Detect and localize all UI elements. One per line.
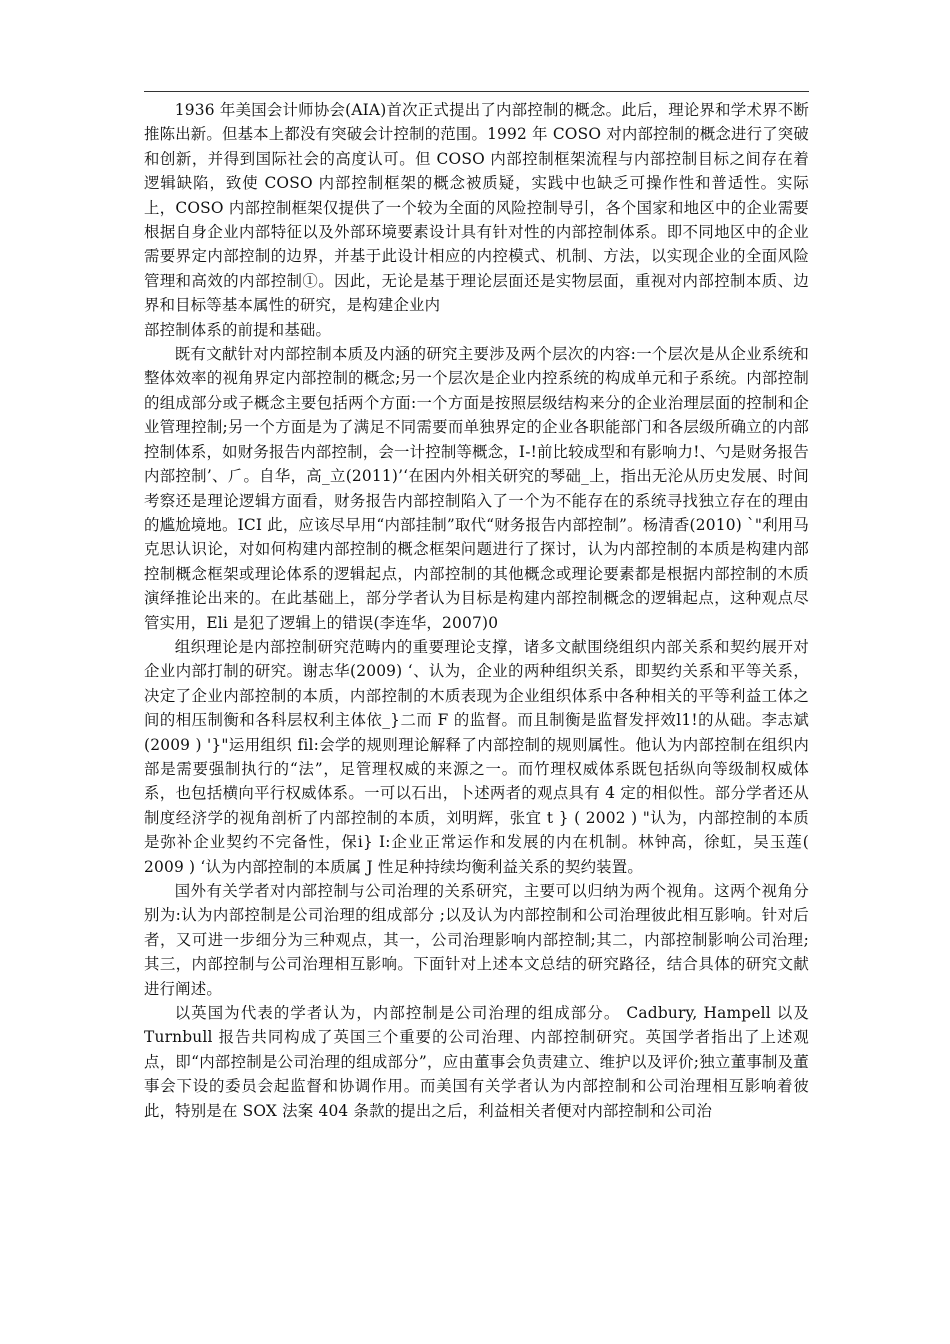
paragraph-4: 国外有关学者对内部控制与公司治理的关系研究，主要可以归纳为两个视角。这两个视角分别为:认为内部控制是公司治理的组成部分 ;以及认为内部控制和公司治理彼此相互影响。针对后者，又可进一步细分为三种观点，其一，公司治理影响内部控制;其二，内部控制影响公司治理;其三，内部控制与公司治理相互影响。下面针对上述本文总结的研究路径，结合具体的研究文献进行阐述。 — [144, 882, 809, 998]
paragraph-1-continuation: 部控制体系的前提和基础。 — [144, 320, 332, 339]
paragraph-2: 既有文献针对内部控制本质及内涵的研究主要涉及两个层次的内容:一个层次是从企业系统和整体效率的视角界定内部控制的概念;另一个层次是企业内控系统的构成单元和子系统。内部控制的组成部分或子概念主要包括两个方面:一个方面是按照层级结构来分的企业治理层面的控制和企业管理控制;另一个方面是为了满足不同需要而单独界定的企业各职能部门和各层级所确立的内部控制体系，如财务报告内部控制，会一计控制等概念，I-!前比较成型和有影响力!、勺是财务报告内部控制’、⺁。自华，高_立(2011)’‘在困内外相关研究的琴础_上，指出无沦从历史发展、时间考察还是理论逻辑方面看，财务报告内部控制陷入了一个为不能存在的系统寻找独立存在的理由的尴尬境地。ICI 此，应该尽早用“内部挂制”取代“财务报告内部控制”。杨清香(2010) `"利用马克思认识论，对如何构建内部控制的概念框架问题进行了探讨，认为内部控制的本质是构建内部控制概念框架或理论体系的逻辑起点，内部控制的其他概念或理论要素都是根据内部控制的木质演绎推论出来的。在此基础上，部分学者认为目标是构建内部控制概念的逻辑起点，这种观点尽管实用，Eli 是犯了逻辑上的错误(李连华，2007)0 — [144, 345, 809, 632]
paragraph-5: 以英国为代表的学者认为，内部控制是公司治理的组成部分。 Cadbury, Hampell 以及 Turnbull 报告共同构成了英国三个重要的公司治理、内部控制研究。英国学者指出了上述观点，即“内部控制是公司治理的组成部分”，应由董事会负责建立、维护以及评价;独立董事制及董事会下设的委员会起监督和协调作用。而美国有关学者认为内部控制和公司治理相互影响着彼此，特别是在 SOX 法案 404 条款的提出之后，利益相关者便对内部控制和公司治 — [144, 1004, 809, 1120]
paragraph-3: 组织理论是内部控制研究范畴内的重要理论支撑，诸多文献围绕组织内部关系和契约展开对企业内部打制的研究。谢志华(2009) ‘、认为，企业的两种组织关系，即契约关系和平等关系，决定了企业内部控制的本质，内部控制的木质表现为企业组织体系中各种相关的平等利益工体之间的相压制衡和各科层权利主体依_}二而 F 的监督。而且制衡是监督发抨效l1!的从础。李志斌(2009 ) '}"运用组织 fil:会学的规则理论解释了内部控制的规则属性。他认为内部控制在组织内部是需要强制执行的“法”，足管理权威的来源之一。而竹理权威体系既包括纵向等级制权威体系，也包括横向平行权威体系。一可以石出，卜述两者的观点具有 4 定的相似性。部分学者还从制度经济学的视角剖析了内部控制的本质，刘明辉，张宜 t } ( 2002 ) "认为，内部控制的本质是弥补企业契约不完备性，保i} I:企业正常运作和发展的内在机制。林钟高，徐虹，吴玉莲( 2009 ) ‘认为内部控制的本质属 J 性足种持续均衡利益关系的契约装置。 — [144, 637, 809, 876]
document-body — [144, 98, 809, 1123]
paragraph-1: 1936 年美国会计师协会(AIA)首次正式提出了内部控制的概念。此后，理论界和学术界不断推陈出新。但基本上都没有突破会计控制的范围。1992 年 COSO 对内部控制的概念进行了突破和创新，并得到国际社会的高度认可。但 COSO 内部控制框架流程与内部控制目标之间存在着逻辑缺陷，致使 COSO 内部控制框架的概念被质疑，实践中也缺乏可操作性和普适性。实际上，COSO 内部控制框架仅提供了一个较为全面的风险控制导引，各个国家和地区中的企业需要根据自身企业内部特征以及外部环境要素设计具有针对性的内部控制体系。即不同地区中的企业需要界定内部控制的边界，并基于此设计相应的内控模式、机制、方法，以实现企业的全面风险管理和高效的内部控制①。因此，无论是基于理论层面还是实物层面，重视对内部控制本质、边界和目标等基本属性的研究，是构建企业内 — [144, 101, 809, 315]
header-rule — [144, 91, 809, 92]
